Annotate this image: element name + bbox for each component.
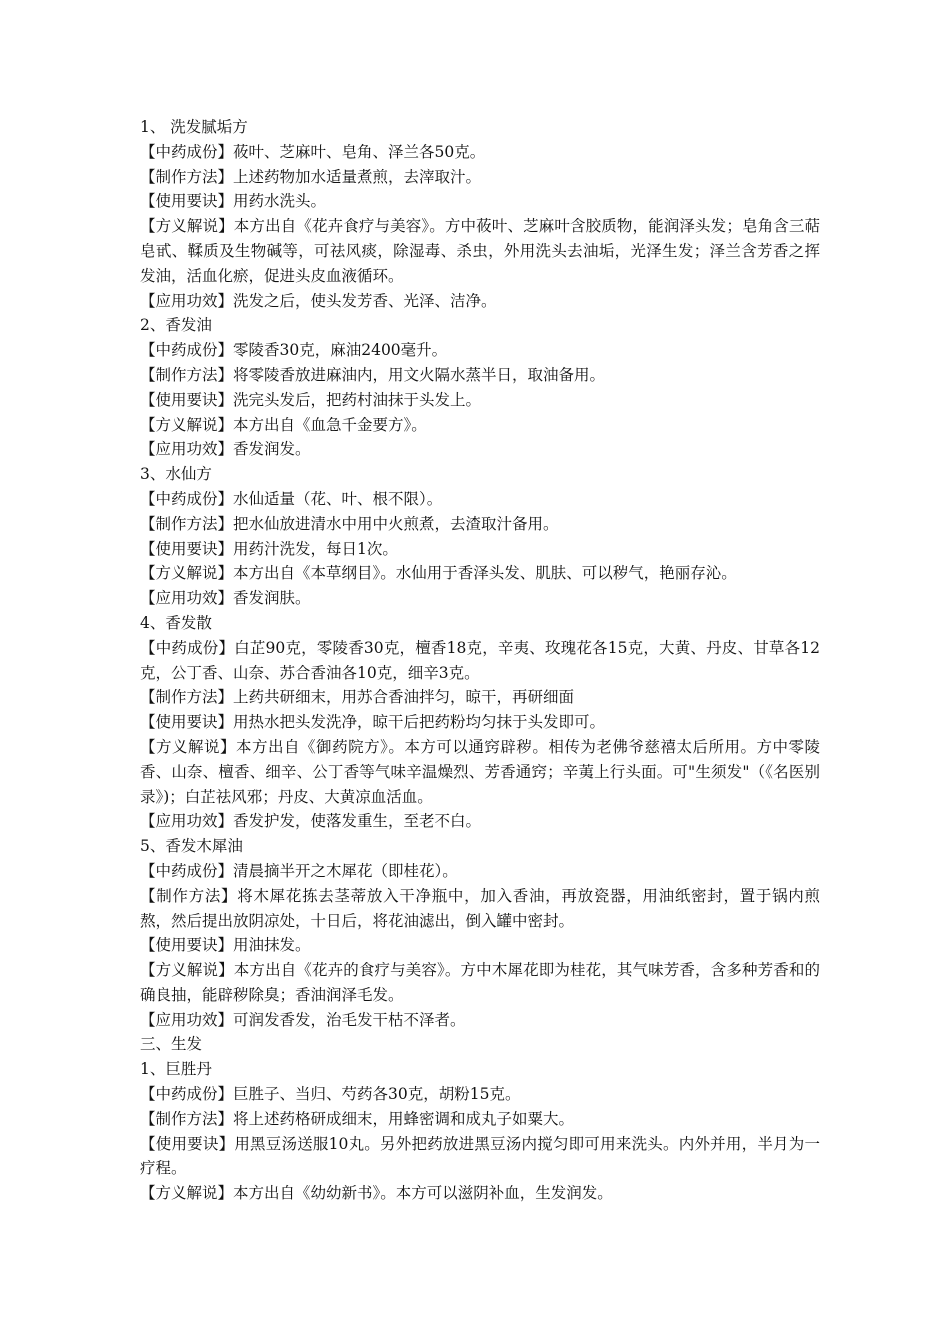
recipe-line: 【制作方法】把水仙放进清水中用中火煎煮，去渣取汁备用。	[140, 514, 559, 533]
recipe-line: 【制作方法】将木犀花拣去茎蒂放入干净瓶中，加入香油，再放瓷器，用油纸密封，置于锅内煎熬，然后提出放阴凉处，十日后，将花油滤出，倒入罐中密封。	[140, 886, 820, 930]
recipe-line: 【使用要诀】用油抹发。	[140, 936, 311, 955]
recipe-line: 【应用功效】香发润发。	[140, 440, 311, 459]
recipe-line: 【制作方法】上药共研细末，用苏合香油拌匀，晾干，再研细面	[140, 688, 575, 707]
recipe-line: 【制作方法】将零陵香放进麻油内，用文火隔水蒸半日，取油备用。	[140, 365, 606, 384]
section-heading: 3、水仙方	[140, 465, 212, 484]
recipe-line: 【应用功效】可润发香发，治毛发干枯不泽者。	[140, 1010, 466, 1029]
recipe-line: 【方义解说】本方出自《血急千金要方》。	[140, 415, 427, 434]
recipe-line: 【方义解说】本方出自《花卉的食疗与美容》。方中木犀花即为桂花，其气味芳香，含多种芳香和的确良抽，能辟秽除臭；香油润泽毛发。	[140, 961, 820, 1004]
document-page	[140, 115, 820, 1206]
recipe-line: 【使用要诀】用黑豆汤送服10丸。另外把药放进黑豆汤内搅匀即可用来洗头。内外并用，半月为一疗程。	[140, 1134, 820, 1178]
recipe-line: 【方义解说】本方出自《花卉食疗与美容》。方中莜叶、芝麻叶含胶质物，能润泽头发；皂角含三萜皂甙、鞣质及生物碱等，可祛风痰，除湿毒、杀虫，外用洗头去油垢，光泽生发；泽兰含芳香之挥发油，活血化瘀，促进头皮血液循环。	[140, 217, 820, 285]
recipe-line: 【中药成份】白芷90克，零陵香30克，檀香18克，辛夷、玫瑰花各15克，大黄、丹皮、甘草各12克，公丁香、山奈、苏合香油各10克，细辛3克。	[140, 638, 820, 682]
section-heading: 4、香发散	[140, 613, 212, 632]
recipe-line: 【使用要诀】用热水把头发洗净，晾干后把药粉均匀抹于头发即可。	[140, 713, 606, 732]
chapter-heading: 三、生发	[140, 1035, 203, 1054]
section-heading: 2、香发油	[140, 316, 212, 335]
recipe-line: 【方义解说】本方出自《本草纲目》。水仙用于香泽头发、肌肤、可以秽气，艳丽存沁。	[140, 564, 737, 583]
recipe-line: 【使用要诀】用药水洗头。	[140, 192, 327, 211]
recipe-line: 【中药成份】巨胜子、当归、芍药各30克，胡粉15克。	[140, 1085, 521, 1104]
section-heading: 5、香发木犀油	[140, 837, 243, 856]
recipe-line: 【中药成份】莜叶、芝麻叶、皂角、泽兰各50克。	[140, 142, 486, 161]
section-heading: 1、巨胜丹	[140, 1060, 212, 1079]
recipe-line: 【应用功效】香发润肤。	[140, 589, 311, 608]
recipe-line: 【中药成份】零陵香30克，麻油2400毫升。	[140, 341, 448, 360]
recipe-line: 【方义解说】本方出自《幼幼新书》。本方可以滋阴补血，生发润发。	[140, 1184, 613, 1203]
recipe-line: 【应用功效】香发护发，使落发重生，至老不白。	[140, 812, 482, 831]
recipe-line: 【制作方法】将上述药格研成细末，用蜂密调和成丸子如粟大。	[140, 1109, 575, 1128]
recipe-line: 【中药成份】水仙适量（花、叶、根不限）。	[140, 489, 443, 508]
recipe-line: 【中药成份】清晨摘半开之木犀花（即桂花）。	[140, 861, 458, 880]
recipe-line: 【使用要诀】用药汁洗发，每日1次。	[140, 539, 398, 558]
recipe-line: 【使用要诀】洗完头发后，把药村油抹于头发上。	[140, 390, 482, 409]
recipe-line: 【应用功效】洗发之后，使头发芳香、光泽、洁净。	[140, 291, 497, 310]
recipe-line: 【方义解说】本方出自《御药院方》。本方可以通窍辟秽。相传为老佛爷慈禧太后所用。方中零陵香、山奈、檀香、细辛、公丁香等气味辛温燥烈、芳香通窍；辛荑上行头面。可"生须发"（《名医别录》)；白芷祛风邪；丹皮、大黄凉血活血。	[140, 737, 820, 806]
section-heading: 1、 洗发腻垢方	[140, 118, 248, 136]
recipe-line: 【制作方法】上述药物加水适量煮煎，去滓取汁。	[140, 167, 482, 186]
